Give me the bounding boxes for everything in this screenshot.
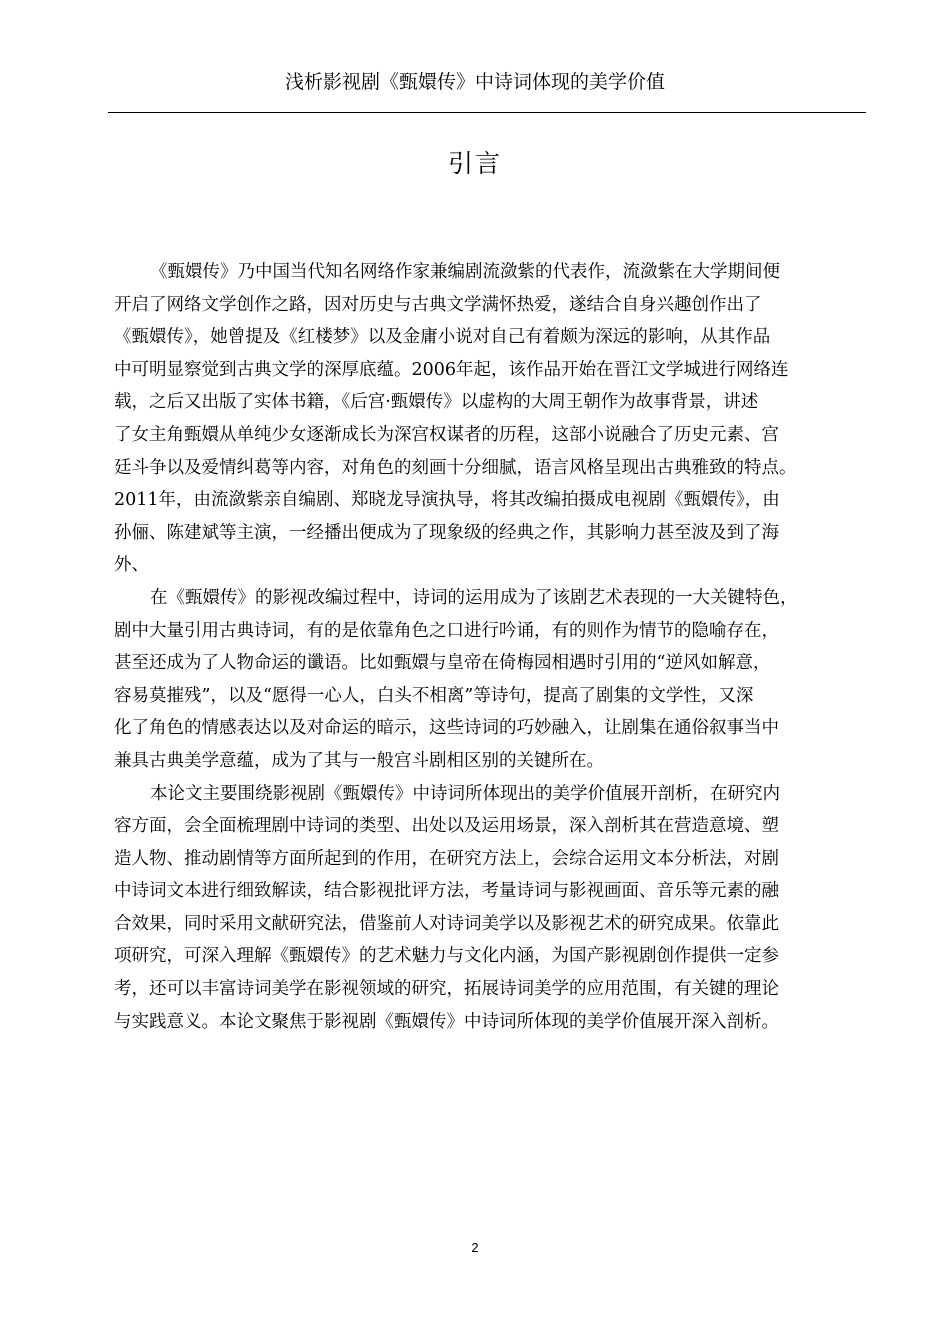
text-line: 载，之后又出版了实体书籍，《后宫·甄嬛传》以虚构的大周王朝作为故事背景，讲述 <box>114 392 759 413</box>
text-line: 2011年，由流潋紫亲自编剧、郑晓龙导演执导，将其改编拍摄成电视剧《甄嬛传》，由 <box>114 490 780 511</box>
text-line: 容方面，会全面梳理剧中诗词的类型、出处以及运用场景，深入剖析其在营造意境、塑 <box>114 816 779 837</box>
text-line: 化了角色的情感表达以及对命运的暗示，这些诗词的巧妙融入，让剧集在通俗叙事当中 <box>114 718 779 739</box>
text-line: 孙俪、陈建斌等主演，一经播出便成为了现象级的经典之作，其影响力甚至波及到了海 <box>114 522 779 543</box>
text-line: 项研究，可深入理解《甄嬛传》的艺术魅力与文化内涵，为国产影视剧创作提供一定参 <box>114 946 779 967</box>
running-header: 浅析影视剧《甄嬛传》中诗词体现的美学价值 <box>284 71 665 93</box>
text-line: 中可明显察觉到古典文学的深厚底蕴。2006年起，该作品开始在晋江文学城进行网络连 <box>114 359 789 380</box>
text-line: 考，还可以丰富诗词美学在影视领域的研究，拓展诗词美学的应用范围，有关键的理论 <box>114 979 779 1000</box>
text-line: 本论文主要围绕影视剧《甄嬛传》中诗词所体现出的美学价值展开剖析，在研究内 <box>150 783 780 804</box>
text-line: 了女主角甄嬛从单纯少女逐渐成长为深宫权谋者的历程，这部小说融合了历史元素、宫 <box>114 424 779 445</box>
text-line: 中诗词文本进行细致解读，结合影视批评方法，考量诗词与影视画面、音乐等元素的融 <box>114 881 779 902</box>
paragraph-2 <box>114 582 876 778</box>
text-line: 《甄嬛传》乃中国当代知名网络作家兼编剧流潋紫的代表作，流潋紫在大学期间便 <box>150 262 780 282</box>
text-line: 甚至还成为了人物命运的谶语。比如甄嬛与皇帝在倚梅园相遇时引用的“逆风如解意， <box>114 653 771 674</box>
text-line: 在《甄嬛传》的影视改编过程中，诗词的运用成为了该剧艺术表现的一大关键特色， <box>150 587 798 608</box>
text-line: 《甄嬛传》，她曾提及《红楼梦》以及金庸小说对自己有着颇为深远的影响，从其作品 <box>114 327 771 348</box>
text-line: 容易莫摧残”，以及“愿得一心人，白头不相离”等诗句，提高了剧集的文学性，又深 <box>114 685 754 706</box>
body-text <box>114 256 876 1038</box>
text-line: 廷斗争以及爱情纠葛等内容，对角色的刻画十分细腻，语言风格呈现出古典雅致的特点。 <box>114 457 797 478</box>
paragraph-1 <box>114 256 876 582</box>
text-line: 外、 <box>114 555 149 576</box>
text-line: 与实践意义。本论文聚焦于影视剧《甄嬛传》中诗词所体现的美学价值展开深入剖析。 <box>114 1011 779 1032</box>
header-divider <box>108 112 866 113</box>
text-line: 造人物、推动剧情等方面所起到的作用，在研究方法上，会综合运用文本分析法，对剧 <box>114 848 779 869</box>
section-title: 引言 <box>447 149 502 178</box>
paragraph-3 <box>114 778 876 1039</box>
text-line: 剧中大量引用古典诗词，有的是依靠角色之口进行吟诵，有的则作为情节的隐喻存在， <box>114 620 779 641</box>
text-line: 合效果，同时采用文献研究法，借鉴前人对诗词美学以及影视艺术的研究成果。依靠此 <box>114 913 779 934</box>
text-line: 兼具古典美学意蕴，成为了其与一般宫斗剧相区别的关键所在。 <box>114 750 604 771</box>
page-number: 2 <box>471 1240 479 1255</box>
text-line: 开启了网络文学创作之路，因对历史与古典文学满怀热爱，遂结合自身兴趣创作出了 <box>114 294 762 315</box>
